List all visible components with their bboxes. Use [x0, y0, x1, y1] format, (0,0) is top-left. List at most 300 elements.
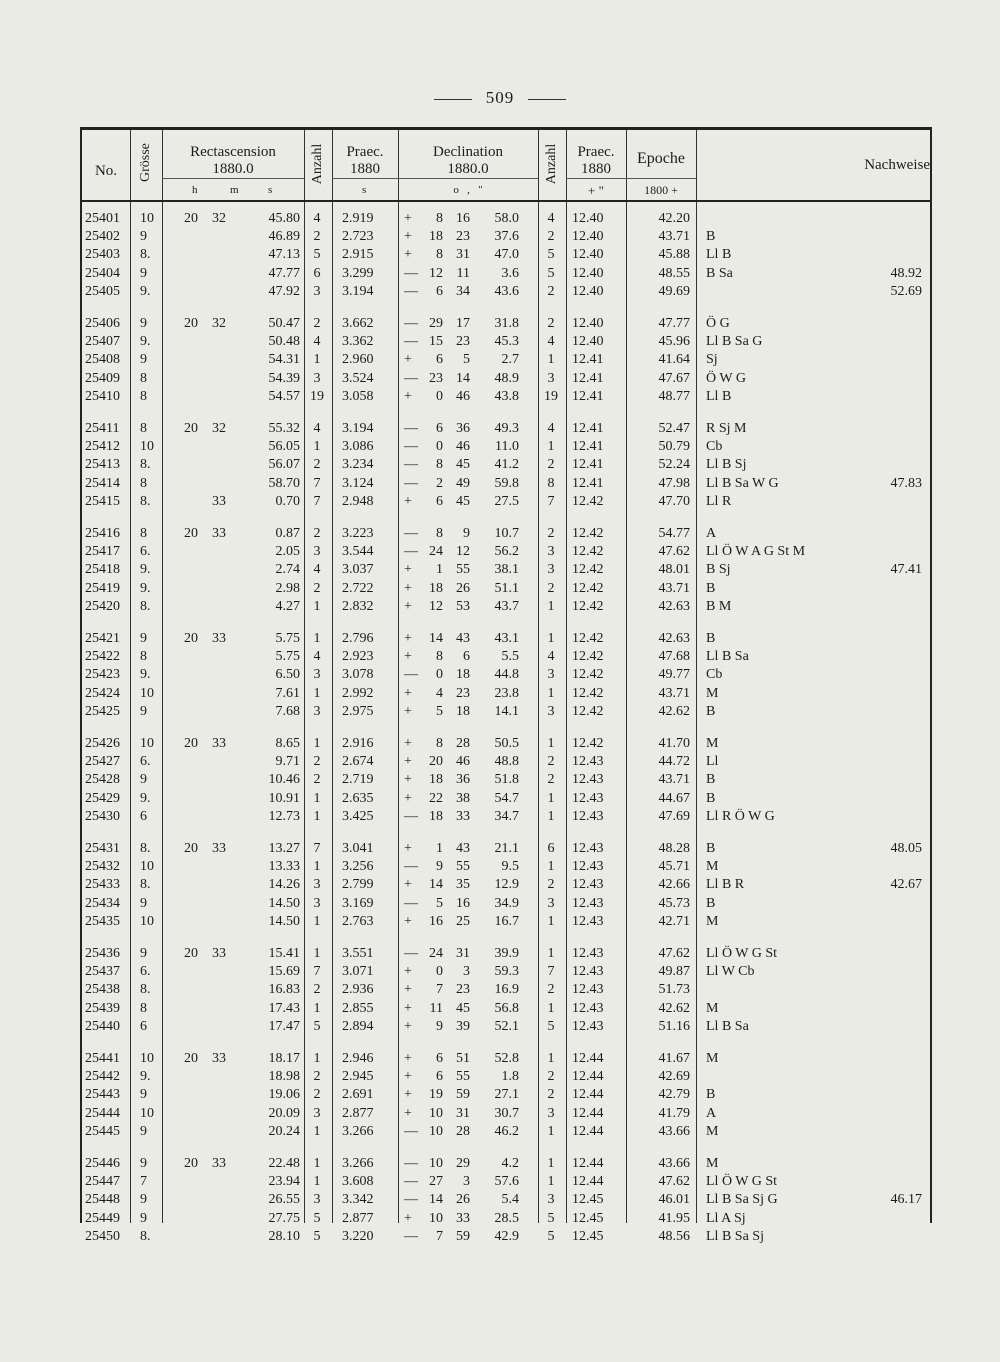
dec-seconds: 31.8 [494, 316, 519, 331]
dec-sign: + [404, 1069, 412, 1085]
table-row [82, 1156, 930, 1174]
dec-minutes: 18 [456, 667, 470, 683]
dec-degrees: 29 [429, 316, 443, 331]
ra-precession: 2.719 [342, 772, 374, 788]
ra-precession: 2.832 [342, 598, 374, 614]
dec-count: 3 [547, 562, 555, 578]
ra-precession: 3.551 [342, 946, 374, 961]
dec-degrees: 8 [436, 649, 443, 665]
dec-degrees: 14 [429, 1192, 443, 1208]
dec-sign: + [404, 1018, 412, 1034]
dec-precession: 12.40 [572, 247, 604, 263]
epoch: 47.62 [658, 946, 690, 961]
star-number: 25433 [85, 877, 120, 893]
dec-minutes: 45 [456, 493, 470, 509]
table-row [82, 371, 930, 389]
header-praec-2-year: 1880 [581, 161, 611, 177]
star-number: 25430 [85, 808, 120, 824]
dec-sign: — [404, 316, 418, 331]
ra-count: 1 [313, 439, 321, 455]
ra-precession: 3.058 [342, 388, 374, 404]
dec-seconds: 48.9 [494, 370, 519, 386]
references: M [706, 859, 719, 875]
dec-degrees: 27 [429, 1174, 443, 1190]
references: B [706, 772, 716, 788]
dec-count: 4 [547, 421, 555, 436]
epoch: 41.95 [658, 1210, 690, 1226]
star-number: 25404 [85, 265, 120, 281]
references: R Sj M [706, 421, 747, 436]
dec-precession: 12.41 [572, 388, 604, 404]
dec-sign: — [404, 526, 418, 541]
magnitude: 8 [140, 421, 147, 436]
dec-minutes: 46 [456, 754, 470, 770]
ra-count: 2 [313, 1087, 321, 1103]
dec-sign: + [404, 631, 412, 646]
magnitude: 8 [140, 649, 147, 665]
dec-minutes: 53 [456, 598, 470, 614]
dec-degrees: 6 [436, 283, 443, 299]
references: Ll A Sj [706, 1210, 746, 1226]
ra-precession: 3.266 [342, 1123, 374, 1139]
header-subrule [162, 178, 304, 179]
epoch: 47.67 [658, 370, 690, 386]
header-subrule [332, 178, 398, 179]
table-row [82, 457, 930, 475]
dec-seconds: 4.2 [501, 1156, 519, 1171]
dec-minutes: 25 [456, 913, 470, 929]
ra-count: 3 [313, 1192, 321, 1208]
epoch: 49.69 [658, 283, 690, 299]
table-row [82, 704, 930, 722]
ra-precession: 3.078 [342, 667, 374, 683]
ra-seconds: 15.69 [268, 964, 300, 980]
ra-seconds: 5.75 [275, 631, 300, 646]
dec-sign: + [404, 211, 412, 226]
ra-count: 3 [313, 370, 321, 386]
dec-precession: 12.40 [572, 283, 604, 299]
ra-count: 7 [313, 475, 321, 491]
ra-seconds: 54.31 [268, 352, 300, 368]
dec-sign: + [404, 754, 412, 770]
references: B [706, 841, 716, 856]
dec-sign: + [404, 580, 412, 596]
dec-count: 5 [547, 247, 555, 263]
ra-precession: 3.220 [342, 1228, 374, 1244]
epoch: 45.73 [658, 895, 690, 911]
header-rectascension: Rectascension [190, 144, 276, 160]
ra-minutes: 33 [212, 736, 226, 751]
dec-degrees: 10 [429, 1156, 443, 1171]
dec-count: 8 [547, 475, 555, 491]
star-number: 25408 [85, 352, 120, 368]
ra-count: 1 [313, 1174, 321, 1190]
ra-precession: 2.635 [342, 790, 374, 806]
dec-seconds: 5.4 [501, 1192, 519, 1208]
table-row [82, 1192, 930, 1210]
extra-epoch: 47.83 [890, 475, 922, 491]
dec-seconds: 49.3 [494, 421, 519, 436]
dec-minutes: 29 [456, 1156, 470, 1171]
dec-sign: — [404, 946, 418, 961]
dec-count: 19 [544, 388, 558, 404]
table-row [82, 421, 930, 439]
header-groesse: Grösse [138, 143, 153, 182]
star-number: 25414 [85, 475, 120, 491]
dec-degrees: 6 [436, 1069, 443, 1085]
dec-seconds: 30.7 [494, 1105, 519, 1121]
magnitude: 10 [140, 439, 154, 455]
star-number: 25418 [85, 562, 120, 578]
dec-degrees: 1 [436, 841, 443, 856]
dec-seconds: 48.8 [494, 754, 519, 770]
dec-minutes: 36 [456, 772, 470, 788]
magnitude: 10 [140, 859, 154, 875]
star-number: 25428 [85, 772, 120, 788]
dec-degrees: 0 [436, 388, 443, 404]
table-row [82, 982, 930, 1000]
dec-count: 2 [547, 982, 555, 998]
ra-precession: 3.362 [342, 334, 374, 350]
ra-seconds: 45.80 [268, 211, 300, 226]
header-nachweise-label: Nachweise [864, 157, 930, 173]
epoch: 48.01 [658, 562, 690, 578]
magnitude: 8. [140, 841, 151, 856]
dec-count: 1 [547, 1156, 555, 1171]
dec-sign: + [404, 598, 412, 614]
dec-precession: 12.45 [572, 1228, 604, 1244]
magnitude: 8 [140, 370, 147, 386]
dec-seconds: 3.6 [501, 265, 519, 281]
epoch: 41.70 [658, 736, 690, 751]
star-catalogue-table [80, 127, 932, 1244]
dec-count: 2 [547, 877, 555, 893]
ra-count: 3 [313, 895, 321, 911]
dec-degrees: 22 [429, 790, 443, 806]
references: M [706, 685, 719, 701]
epoch: 42.63 [658, 631, 690, 646]
dec-count: 2 [547, 1087, 555, 1103]
magnitude: 9. [140, 334, 151, 350]
ra-count: 7 [313, 964, 321, 980]
references: A [706, 1105, 717, 1121]
dec-count: 1 [547, 913, 555, 929]
dec-degrees: 8 [436, 736, 443, 751]
dec-seconds: 57.6 [494, 1174, 519, 1190]
ra-seconds: 9.71 [275, 754, 300, 770]
ra-hours: 20 [184, 1156, 198, 1171]
references: Ll Ö W G St [706, 1174, 778, 1190]
dec-count: 2 [547, 526, 555, 541]
header-rect-epoch: 1880.0 [212, 161, 254, 177]
ra-seconds: 56.07 [268, 457, 300, 473]
dec-minutes: 55 [456, 859, 470, 875]
magnitude: 10 [140, 1051, 154, 1066]
dec-sign: + [404, 1000, 412, 1016]
ra-seconds: 28.10 [268, 1228, 300, 1244]
references: B [706, 895, 716, 911]
dec-minutes: 35 [456, 877, 470, 893]
dec-seconds: 16.7 [494, 913, 519, 929]
dec-minutes: 59 [456, 1228, 470, 1244]
ra-seconds: 54.57 [268, 388, 300, 404]
dec-seconds: 14.1 [494, 703, 519, 719]
epoch: 42.71 [658, 913, 690, 929]
ra-count: 1 [313, 859, 321, 875]
star-number: 25437 [85, 964, 120, 980]
dec-precession: 12.43 [572, 754, 604, 770]
table-row [82, 211, 930, 229]
dec-degrees: 12 [429, 598, 443, 614]
table-row [82, 667, 930, 685]
ra-seconds: 14.50 [268, 913, 300, 929]
header-declination: Declination [433, 144, 503, 160]
dec-seconds: 27.1 [494, 1087, 519, 1103]
magnitude: 8. [140, 247, 151, 263]
dec-precession: 12.40 [572, 334, 604, 350]
dec-degrees: 8 [436, 211, 443, 226]
dec-precession: 12.44 [572, 1105, 604, 1121]
ra-count: 2 [313, 316, 321, 331]
star-number: 25406 [85, 316, 120, 331]
dec-count: 1 [547, 352, 555, 368]
ra-count: 1 [313, 352, 321, 368]
ra-seconds: 20.24 [268, 1123, 300, 1139]
ra-count: 1 [313, 1123, 321, 1139]
ra-seconds: 14.26 [268, 877, 300, 893]
dec-seconds: 38.1 [494, 562, 519, 578]
magnitude: 8. [140, 493, 151, 509]
magnitude: 9 [140, 703, 147, 719]
row-group [82, 316, 930, 421]
dec-minutes: 18 [456, 703, 470, 719]
star-number: 25447 [85, 1174, 120, 1190]
header-bottom-rule [82, 200, 930, 202]
ra-seconds: 2.05 [275, 544, 300, 560]
star-number: 25426 [85, 736, 120, 751]
references: M [706, 1051, 719, 1066]
magnitude: 8. [140, 877, 151, 893]
dec-precession: 12.43 [572, 772, 604, 788]
epoch: 48.56 [658, 1228, 690, 1244]
dec-sign: + [404, 841, 412, 856]
dec-degrees: 0 [436, 964, 443, 980]
dec-seconds: 37.6 [494, 229, 519, 245]
ra-seconds: 46.89 [268, 229, 300, 245]
star-number: 25424 [85, 685, 120, 701]
ra-precession: 2.919 [342, 211, 374, 226]
ra-minutes: 32 [212, 211, 226, 226]
dec-seconds: 52.8 [494, 1051, 519, 1066]
star-number: 25445 [85, 1123, 120, 1139]
dec-sign: — [404, 808, 418, 824]
ra-seconds: 17.43 [268, 1000, 300, 1016]
ra-precession: 2.877 [342, 1105, 374, 1121]
ra-count: 3 [313, 877, 321, 893]
ra-precession: 2.946 [342, 1051, 374, 1066]
ra-count: 19 [310, 388, 324, 404]
dec-minutes: 23 [456, 334, 470, 350]
dec-seconds: 2.7 [501, 352, 519, 368]
references: Ll R [706, 493, 732, 509]
dec-minutes: 23 [456, 229, 470, 245]
dec-sign: + [404, 703, 412, 719]
dec-precession: 12.43 [572, 841, 604, 856]
epoch: 41.64 [658, 352, 690, 368]
ra-precession: 3.544 [342, 544, 374, 560]
dec-count: 1 [547, 439, 555, 455]
row-group [82, 211, 930, 316]
ra-count: 5 [313, 1210, 321, 1226]
table-row [82, 247, 930, 265]
magnitude: 9 [140, 316, 147, 331]
star-number: 25450 [85, 1228, 120, 1244]
ra-count: 5 [313, 1018, 321, 1034]
dec-sign: + [404, 388, 412, 404]
ra-seconds: 7.61 [275, 685, 300, 701]
ra-count: 4 [313, 562, 321, 578]
star-number: 25429 [85, 790, 120, 806]
dec-seconds: 12.9 [494, 877, 519, 893]
references: B [706, 790, 716, 806]
extra-epoch: 48.05 [890, 841, 922, 856]
dec-degrees: 9 [436, 1018, 443, 1034]
epoch: 48.55 [658, 265, 690, 281]
ra-count: 1 [313, 685, 321, 701]
magnitude: 8 [140, 388, 147, 404]
references: Ll B Sa W G [706, 475, 779, 491]
ra-precession: 3.299 [342, 265, 374, 281]
dec-sign: + [404, 562, 412, 578]
ra-minutes: 33 [212, 493, 226, 509]
header-decl-units: o , " [453, 184, 483, 196]
dec-count: 1 [547, 859, 555, 875]
ra-precession: 3.041 [342, 841, 374, 856]
references: Ll R Ö W G [706, 808, 775, 824]
table-row [82, 1069, 930, 1087]
dec-count: 1 [547, 685, 555, 701]
row-group [82, 946, 930, 1051]
dec-precession: 12.40 [572, 229, 604, 245]
ra-precession: 3.194 [342, 283, 374, 299]
dec-minutes: 45 [456, 1000, 470, 1016]
dec-count: 1 [547, 631, 555, 646]
row-group [82, 631, 930, 736]
dec-precession: 12.41 [572, 457, 604, 473]
ra-precession: 2.948 [342, 493, 374, 509]
dec-minutes: 28 [456, 1123, 470, 1139]
dec-count: 3 [547, 895, 555, 911]
dec-minutes: 36 [456, 421, 470, 436]
dec-degrees: 1 [436, 562, 443, 578]
ra-minutes: 33 [212, 1051, 226, 1066]
dec-minutes: 31 [456, 1105, 470, 1121]
references: Ll B Sa [706, 649, 749, 665]
dec-degrees: 24 [429, 544, 443, 560]
magnitude: 9 [140, 229, 147, 245]
magnitude: 10 [140, 211, 154, 226]
dec-precession: 12.44 [572, 1051, 604, 1066]
dec-sign: + [404, 1210, 412, 1226]
epoch: 48.28 [658, 841, 690, 856]
ra-hours: 20 [184, 211, 198, 226]
header-praec-unit: s [362, 184, 367, 196]
table-row [82, 284, 930, 302]
magnitude: 9 [140, 1192, 147, 1208]
dec-sign: — [404, 370, 418, 386]
header-subrule [566, 178, 626, 179]
ra-count: 3 [313, 703, 321, 719]
star-number: 25448 [85, 1192, 120, 1208]
magnitude: 6. [140, 754, 151, 770]
table-row [82, 649, 930, 667]
ra-seconds: 13.27 [268, 841, 300, 856]
ra-hours: 20 [184, 421, 198, 436]
star-number: 25419 [85, 580, 120, 596]
magnitude: 9. [140, 1069, 151, 1085]
epoch: 47.77 [658, 316, 690, 331]
row-group [82, 841, 930, 946]
row-group [82, 1051, 930, 1156]
dec-seconds: 45.3 [494, 334, 519, 350]
ra-count: 1 [313, 946, 321, 961]
magnitude: 9 [140, 946, 147, 961]
star-number: 25436 [85, 946, 120, 961]
header-nachweise [696, 157, 932, 174]
table-row [82, 736, 930, 754]
ra-precession: 2.915 [342, 247, 374, 263]
dec-minutes: 26 [456, 580, 470, 596]
references: Ll B Sa Sj G [706, 1192, 778, 1208]
ra-count: 2 [313, 457, 321, 473]
star-number: 25422 [85, 649, 120, 665]
references: Cb [706, 439, 723, 455]
table-body [82, 211, 930, 1261]
dec-count: 2 [547, 580, 555, 596]
star-number: 25438 [85, 982, 120, 998]
dec-precession: 12.40 [572, 316, 604, 331]
magnitude: 8. [140, 598, 151, 614]
star-number: 25435 [85, 913, 120, 929]
dec-precession: 12.42 [572, 544, 604, 560]
dec-count: 6 [547, 841, 555, 856]
magnitude: 9 [140, 895, 147, 911]
dec-degrees: 0 [436, 667, 443, 683]
references: Ö W G [706, 370, 746, 386]
dec-sign: + [404, 964, 412, 980]
ra-seconds: 13.33 [268, 859, 300, 875]
epoch: 44.72 [658, 754, 690, 770]
dec-precession: 12.42 [572, 736, 604, 751]
ra-count: 4 [313, 334, 321, 350]
ra-seconds: 15.41 [268, 946, 300, 961]
references: B [706, 229, 716, 245]
dec-seconds: 51.8 [494, 772, 519, 788]
dec-precession: 12.43 [572, 913, 604, 929]
ra-hours: 20 [184, 736, 198, 751]
dec-degrees: 6 [436, 493, 443, 509]
dec-sign: + [404, 1087, 412, 1103]
dec-minutes: 5 [463, 352, 470, 368]
dec-minutes: 28 [456, 736, 470, 751]
header-rect-h: h [192, 184, 198, 196]
dec-sign: — [404, 1174, 418, 1190]
references: Ll W Cb [706, 964, 755, 980]
dec-precession: 12.42 [572, 493, 604, 509]
dec-minutes: 3 [463, 964, 470, 980]
dec-count: 1 [547, 790, 555, 806]
epoch: 43.71 [658, 580, 690, 596]
